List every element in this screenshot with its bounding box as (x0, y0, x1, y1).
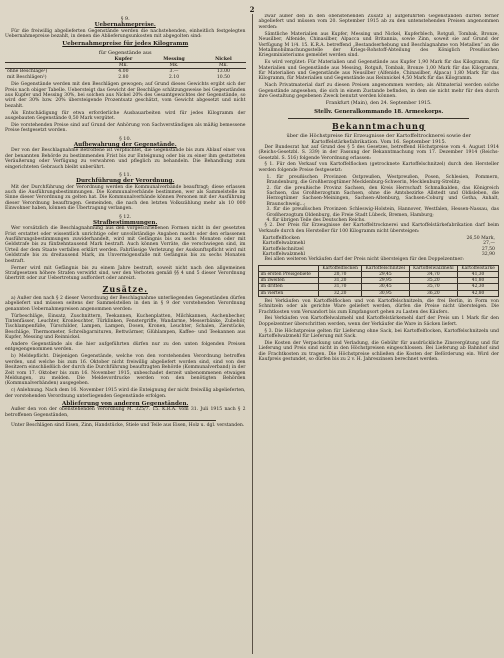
region-table-header: Kartoffelschnitzel (362, 265, 409, 271)
continuation-paragraph: Sämtliche Materialien aus Kupfer, Messing und Nickel, Kupferblech, Rotguß, Tombak, Bronze, Neusilber, Alfenide, Chinasilber, Alpacca und Britannia, sowie Zinn, soweit sie auf Grund der Verfügung M 1/4. 15. K.R.A. betreffend „Bestandserhebung und Beschlagnahme von Metallen“ an die Metallmobilmachungsstelle der Kriegs-Rohstoff-Abteilung des Königlich Preußischen Kriegsministeriums gemeldet werden sind. (258, 31, 499, 59)
section-9-number: § 9. (120, 16, 130, 22)
price-unit: Mk. (201, 62, 245, 68)
price-row-label: mit Beschlägen¹) (7, 74, 47, 80)
price-table (5, 57, 246, 81)
region-table-cell: im ersten Preisgebiete (259, 271, 319, 277)
bekanntmachung-subtitle: über die Höchstpreise für Erzeugnisse der Kartoffeltrocknerei sowie der Kartoffelstärkefabrikation. Vom 16. September 1915. (286, 132, 471, 145)
region-table-cell: 30,95 (362, 290, 409, 296)
region-table-row (259, 290, 499, 296)
dateline: Frankfurt (Main), den 24. September 1915. (325, 101, 432, 107)
right-column (258, 14, 499, 654)
left-column (5, 14, 246, 654)
section-10-paragraph: Der von der Beschlagnahme Betroffene ist verpflichtet, die Gegenstände bis zum Ablauf einer von der benannten Behörde zu bestimmenden Frist bis zur Enteignung oder bis zu einer ihm gestatteten Veräußerung oder Verfügung zu verwahren und pfleglich zu behandeln. Die Behandlung zum eingerichteten Gebrauch bleibt unberührt. (5, 148, 246, 170)
price-cell: 3.— (169, 69, 179, 75)
section-11-heading: Durchführung der Verordnung. (76, 178, 175, 184)
price-col-header: Kupfer (100, 57, 147, 63)
bekanntmachung-heading: Bekanntmachung (332, 120, 426, 131)
bekanntmachung-paragraph: Bei allen weiteren Verkäufen darf der Preis nicht übersteigen für den Doppelzentner: (264, 257, 464, 263)
price-cell: 2.10 (168, 74, 180, 80)
zusatz-paragraph: c) Anlehnung. Nach dem 16. November 1915 wird die Enteignung der nicht freiwillig abgelieferten, der vorstehenden Verordnung unterliegenden Gegenstände erfolgen. (5, 388, 246, 399)
section-11-paragraph: Mit der Durchführung der Verordnung werden die Kommunalverbände beauftragt; diese erlassen auch die Ausführungsbestimmungen. Die Kommunalverbände bestimmen, wer als Sammelstelle im Sinne dieser Verordnung zu gelten hat. Die Kommunalverbände können Personen mit der Ausführung dieser Verordnung beauftragen. Gemeinden, die nach den letzten Volkszählung mehr als 10 000 Einwohner haben, können die Übertragung verlangen. (5, 184, 246, 212)
section-10-heading: Aufbewahrung der Gegenstände. (73, 141, 177, 148)
section-9-paragraph: Für die freiwillig abgelieferten Gegenstände werden die nachstehenden, einheitlich festgelegten Uebernahmepreise bezahlt, in denen die Ablieferungsunkosten mit abgegolten sind: (5, 28, 246, 39)
region-table-cell: im vierten (259, 290, 319, 296)
region-table-header: Kartoffelstärke (458, 265, 499, 271)
region-table-cell: 41,30 (458, 271, 499, 277)
region-table-cell: 29,45 (362, 271, 409, 277)
section-10-number: § 10. (119, 135, 132, 142)
issuing-authority: Stellv. Generalkommando 18. Armeekorps. (314, 109, 444, 116)
region-table-cell: 41,80 (458, 278, 499, 284)
region-table-cell: im zweiten (259, 278, 319, 284)
price-unit: Mk. (147, 62, 202, 68)
zusatz-paragraph: b) Meldepflicht. Diejenigen Gegenstände, welche von den vorstehenden Verordnung betroffen werden, und welche bis zum 16. Oktober nicht freiwillig abgeliefert worden sind, sind von den Besitzern einschließlich der durch die Durchführung beauftragten Behörde (Kommunalverband) in der Zeit vom 17. Oktober bis zum 16. November 1915, unbeschadet derzeit unbenommenen etwaigen Meldungen, zu melden. Die Meldevordrucke werden von den benötigten Behörden (Kommunalverbänden) ausgegeben. (5, 354, 246, 387)
max-price-label: Kartoffelwalzmehl (262, 241, 305, 247)
region-table-cell: 30,45 (362, 284, 409, 290)
price-cell: 10.50 (216, 74, 230, 80)
bekanntmachung-paragraph: § 2. Der Preis für Erzeugnisse der Kartoffeltrocknerei und Kartoffelstärkefabrikation darf beim Verkaufe durch den Hersteller für 100 Kilogramm nicht übersteigen: (258, 223, 499, 234)
region-list-item: 4. für übrigen Teile des Deutschen Reichs. (266, 217, 366, 223)
bekanntmachung-paragraph: Der Bundesrat hat auf Grund des § 5 des Gesetzes, betreffend Höchstpreise vom 4. August 1914 (Reichs-Gesetzbl. S. 339) in der Fassung der Bekanntmachung vom 17. Dezember 1914 (Reichs-Gesetzbl. S. 516) folgende Verordnung erlassen: (258, 144, 499, 161)
bekanntmachung-paragraph: Bei Verkäufen von Kartoffelflocken und von Kartoffelschnitzeln, die frei Berlin, in Form von Schnitzeln oder als gerichte Ware geliefert werden, dürfen die Preise nicht übersteigen. Die Frachtkosten vom Versandort bis zum Empfangsort gehen zu Lasten des Käufers. (258, 298, 499, 315)
zusatz-paragraph: Türbeschläge, Einsatz, Zuschnittern, Teekannen, Kuchenplatten, Milchkannen, Aschenbecher, Tintenfässer, Leuchter, Kronleuchter, Türklinken, Fenstergriffe, Wandarme, Messerbänke, Zubehör, Tischlampenfüße, Türschilder, Lampen, Lampen, Dosen, Kronen, Leuchter, Schalen, Zierstücke, Beschläge, Thermometer, Schreibgarnituren, Bettwärmer, Glühlampen, Kaffee- und Teekannen aus Kupfer, Messing und Reinnickel. (5, 313, 246, 341)
footnote-rule (35, 420, 216, 421)
region-list-item: 3. für die preußischen Provinzen Schleswig-Holstein, Hannover, Westfalen, Hessen-Nassau, das Großherzogtum Oldenburg, die Freie Stadt Lübeck, Bremen, Hamburg; (266, 207, 499, 218)
section-12-paragraph: Wer vorsätzlich die Beschlagnahmung aus den vorgeschriebenen Formen nicht in der gesetzten Frist erstattet oder wissentlich unrichtige oder unvollständige Angaben macht oder den erlassenen Ausführungsbestimmungen zuwiderhandelt, wird mit Gefängnis bis zu sechs Monaten oder mit Geldstrafe bis zu fünfzehntausend Mark bestraft. Auch können Vorräte, die verschwiegen sind, im Urteil der dem Staate verfallen erklärt werden. Fahrlässige Verletzung der Auskunftspflicht wird mit Geldstrafe bis zu dreitausend Mark, im Unvermögensfalle mit Gefängnis bis zu sechs Monaten bestraft. (5, 226, 246, 264)
max-price-value: 27,50 (481, 246, 495, 252)
ablieferung-paragraph: Außer den von der obenstehenden Verordnung M. 325/7. 15. K.R.A. vom 31. Juli 1915 nach § 2 betroffenen Gegenständen, (5, 407, 246, 418)
region-table-header: Kartoffelwalzmehl (409, 265, 458, 271)
price-table-title: Uebernahmepreise für jedes Kilogramm (62, 40, 189, 47)
region-table-cell: 42,30 (458, 284, 499, 290)
page-number: 2 (249, 5, 255, 14)
region-table-cell: 35,20 (409, 278, 458, 284)
region-table-cell: 20,70 (319, 271, 362, 277)
region-list (258, 175, 499, 224)
price-col-header: Messing (147, 57, 202, 63)
region-table-cell: 34,70 (409, 271, 458, 277)
zusatz-paragraph: Andere Gegenstände als die hier aufgeführten dürfen nur zu den unten folgenden Preisen entgegengenommen werden. (5, 342, 246, 353)
continuation-paragraph: zwar außer den in den obenstehenden Zusatz a) aufgeführten Gegenständen dürfen ferner abgeliefert und müssen vom 20. September 1915 ab zu den untenstehenden Preisen angenommen werden: (258, 14, 499, 30)
section-12-number: § 12. (119, 213, 132, 220)
section-11-number: § 11. (119, 172, 132, 178)
columns (5, 14, 499, 654)
price-row-label: ohne Beschläge¹) (7, 69, 48, 75)
price-cell: 2.80 (118, 74, 129, 80)
price-col-header: Nickel (201, 57, 245, 63)
footnote: Unter Beschlägen sind Eisen, Zinn, Handstücke, Stiele und Teile aus Eisen, Holz u. dgl. verstanden. (11, 423, 245, 428)
section-rule (288, 118, 469, 119)
zusaetze-heading: Zusätze. (102, 283, 148, 294)
region-table-cell: 29,95 (362, 278, 409, 284)
section-9-paragraph: Die Gegenstände werden mit den Beschlägen gewogen; auf Grund dieses Gewichts ergibt sich der Preis nach obiger Tabelle. Uebersteigt das Gewicht der Beschläge schätzungsweise bei Gegenständen aus Kupfer und Messing 30%, bei solchen aus Nickel 20% des Gesamtgewichtes der Gegenstände, so wird der 30% bzw. 20% übersteigende Prozentsatz geschätzt, vom Gewicht abgesetzt und nicht bezahlt. (5, 82, 246, 109)
continuation-paragraph: Nach Privatmaterial darf zu diesen Preisen angenommen werden; als Altmaterial werden solche Gegenstände angesehen, die sich in einem Zustande befinden, in dem sie nicht mehr für den durch ihre Gestaltung gegebenen Zweck benutzt werden können. (258, 83, 499, 100)
column-divider (252, 14, 253, 654)
max-price-label: Kartoffelflocken (262, 235, 300, 241)
region-table-header: Kartoffelflocken (319, 265, 362, 271)
price-unit: Mk. (100, 62, 147, 68)
section-9-paragraph: Die vorstehenden Preise sind auf Grund der Anhörung von Sachverständigen als mäßig bemessene Preise festgesetzt worden. (5, 122, 246, 134)
continuation-paragraph: Es wird vergütet: Für Materialien und Gegenstände aus Kupfer 1,90 Mark für das Kilogramm, für Materialien und Gegenstände aus Messing, Rotguß, Tombak, Bronze 1,00 Mark für das Kilogramm, für Materialien und Gegenstände aus Neusilber (Alfenide, Chinasilber, Alpaca) 1,80 Mark für das Kilogramm, für Materialien und Gegenstände aus Reinnickel 4,50 Mark für das Kilogramm. (258, 60, 499, 82)
region-list-item: 2. für die preußische Provinz Sachsen, den Kreis Herrschaft Schmalkalden, das Königreich Sachsen, das Großherzogtum Sachsen, ohne die Amtsbezirke Allstedt und Oldisleben, die Herzogtümer Sachsen-Meiningen, Sachsen-Altenburg, Sachsen-Coburg und Gotha, Anhalt, Braunschweig...; (266, 185, 499, 207)
max-price-value: 32,90 (481, 251, 495, 257)
region-table-cell: 35,70 (409, 284, 458, 290)
max-price-value: 26,50 Mark, (466, 235, 495, 241)
ablieferung-heading: Ablieferung von anderen Gegenständen. (62, 400, 189, 407)
region-table-cell: 31,70 (319, 284, 362, 290)
price-cell: 13.00 (216, 69, 230, 75)
section-9-heading: Uebernahmepreise. (94, 22, 156, 28)
price-row (5, 75, 246, 80)
section-12-heading: Strafbestimmungen. (93, 219, 158, 226)
section-9-paragraph: Als Entschädigung für etwa erforderliche Ausbauarbeiten wird für jedes Kilogramm der ausgebauten Gegenstände 0,50 Mark vergütet. (5, 110, 246, 122)
section-12-paragraph: Ferner wird mit Gefängnis bis zu einem Jahre bestraft, soweit nicht nach den allgemeinen Strafgesetzen höhere Strafen verwirkt sind, wer den Verboten gemäß §§ 4 und 5 dieser Verordnung übertritt oder zur Uebertretung auffordert oder anreizt. (5, 265, 246, 282)
bekanntmachung-paragraph: § 3. Die Höchstpreise gelten für Lieferung ohne Sack, bei Kartoffelflocken, Kartoffelschnitzeln und Kartoffelwalzmehl für Lieferung mit Sack. (258, 328, 499, 340)
bekanntmachung-paragraph: § 1. Für den Verkauf von Kartoffelflocken (getrocknete Kartoffelschnitzel) durch den Hersteller werden folgende Preise festgesetzt: (258, 162, 499, 173)
max-price-label: Kartoffelschnitzel (262, 246, 304, 252)
region-list-item: 1. für preußischen Provinzen Ostpreußen, Westpreußen, Posen, Schlesien, Pommern, Brandenburg, die Großherzogtümer Mecklenburg-Schwerin, Mecklenburg-Strelitz; (266, 174, 499, 186)
bekanntmachung-paragraph: Die Kosten der Verpackung und Verladung, die Gebühr für ausdrückliche Zinsvergütung und für Lieferung und Preis sind nicht in den Höchstpreisen eingeschlossen. Bei Lieferung ab Bahnhof sind die Frachtkosten zu tragen. Die Höchstpreise schließen die Kosten der Beförderung ein. Wird der Kaufpreis gestundet, so dürfen bis zu 2 v. H. Jahreszinsen berechnet werden. (258, 341, 499, 363)
bekanntmachung-paragraph: Bei Verkäufen von Kartoffelwalzmehl und Kartoffelstärkemehl darf der Preis um 1 Mark für den Doppelzentner überschritten werden, wenn der Verkäufer die Ware in Säcken liefert. (258, 316, 499, 327)
max-price-label: Kartoffelwalzmehl (262, 251, 305, 257)
price-cell: 4.00 (118, 69, 129, 75)
region-table-cell: 36,20 (409, 290, 458, 296)
region-table-cell: 32,20 (319, 290, 362, 296)
region-price-table (258, 265, 499, 297)
max-price-value: 27,— (483, 241, 495, 247)
price-table-subtitle: für Gegenstände aus (98, 49, 152, 56)
zusatz-paragraph: a) Außer den nach § 2 dieser Verordnung der Beschlagnahme unterliegenden Gegenständen dürfen abgeliefert und müssen seitens der Sammelstellen in den in § 9 der vorstehenden Verordnung genannten Uebernahmepreisen angenommen werden: (5, 295, 246, 312)
region-table-cell: im dritten (259, 284, 319, 290)
region-table-cell: 31,20 (319, 278, 362, 284)
max-price-list (258, 236, 499, 258)
region-table-cell: 42,80 (458, 290, 499, 296)
